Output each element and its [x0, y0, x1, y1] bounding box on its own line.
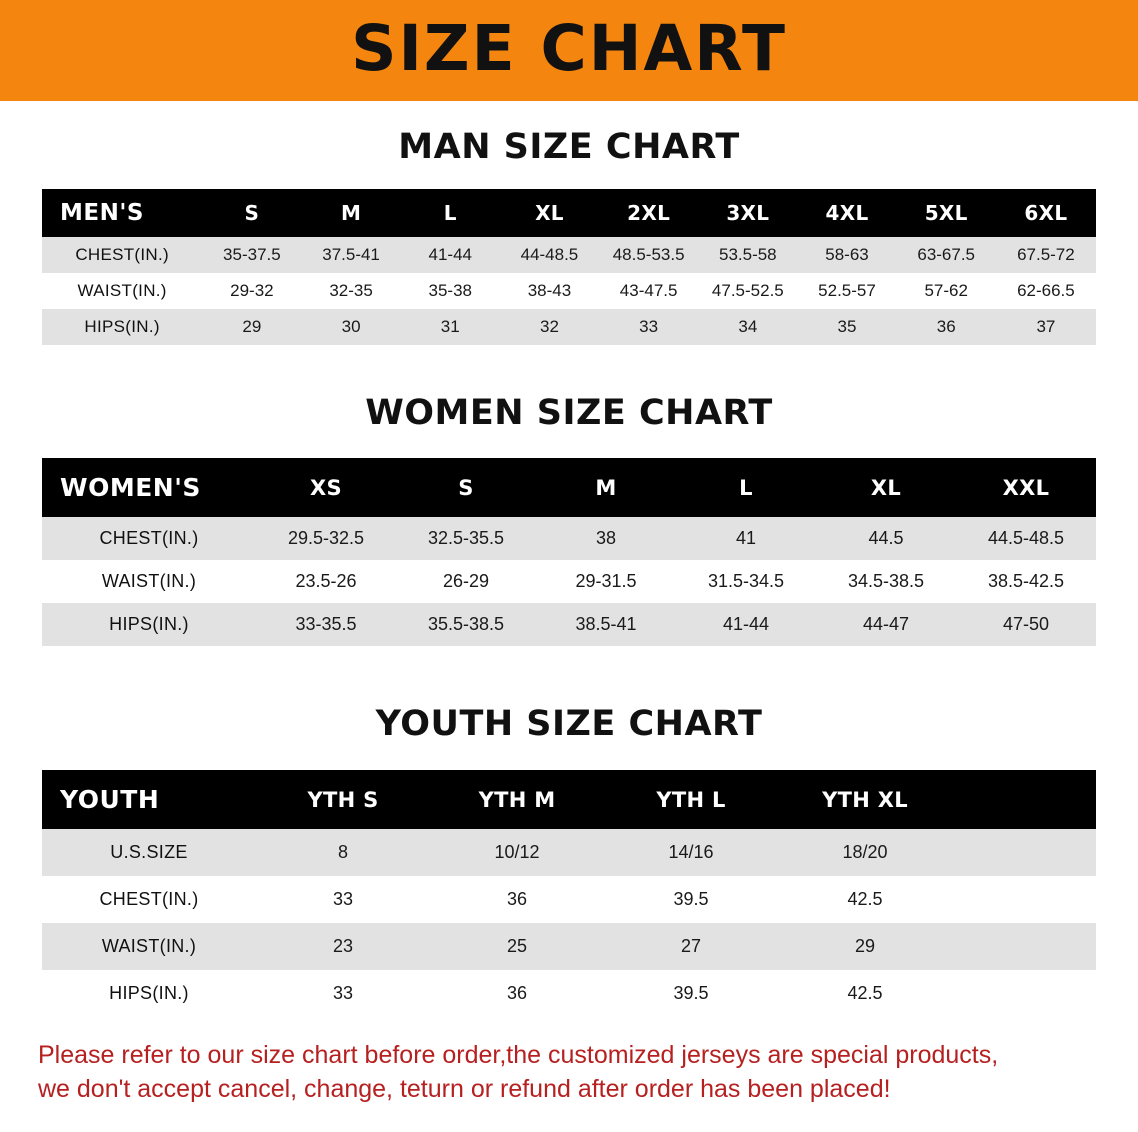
table-cell: 30 — [301, 309, 400, 345]
table-cell: 39.5 — [604, 876, 778, 923]
row-label: HIPS(IN.) — [42, 603, 256, 646]
banner — [0, 0, 1138, 101]
table-cell: 67.5-72 — [996, 237, 1096, 273]
youth-section-heading: YOUTH SIZE CHART — [375, 704, 763, 744]
table-cell: 35.5-38.5 — [396, 603, 536, 646]
youth-table-header-row — [42, 770, 1096, 829]
disclaimer-line-1: Please refer to our size chart before order,the customized jerseys are special products, — [38, 1041, 999, 1069]
women-table-wrap — [0, 458, 1138, 646]
table-cell: 32 — [500, 309, 599, 345]
table-cell: 48.5-53.5 — [599, 237, 698, 273]
women-header-cell: XXL — [956, 458, 1096, 517]
table-cell: 10/12 — [430, 829, 604, 876]
table-row — [42, 970, 1096, 1017]
table-cell: 38.5-41 — [536, 603, 676, 646]
table-cell: 58-63 — [797, 237, 896, 273]
table-row — [42, 829, 1096, 876]
man-header-cell: 3XL — [698, 189, 797, 237]
table-cell: 37.5-41 — [301, 237, 400, 273]
row-label: WAIST(IN.) — [42, 560, 256, 603]
women-section-heading: WOMEN SIZE CHART — [365, 393, 773, 433]
table-cell: 34 — [698, 309, 797, 345]
table-cell: 38-43 — [500, 273, 599, 309]
man-header-cell: 4XL — [797, 189, 896, 237]
youth-header-cell: YOUTH — [42, 770, 256, 829]
table-cell: 14/16 — [604, 829, 778, 876]
table-cell: 39.5 — [604, 970, 778, 1017]
table-cell: 32-35 — [301, 273, 400, 309]
table-cell: 29.5-32.5 — [256, 517, 396, 560]
table-cell: 42.5 — [778, 876, 952, 923]
table-cell-spacer — [952, 876, 1096, 923]
table-cell: 25 — [430, 923, 604, 970]
row-label: WAIST(IN.) — [42, 273, 202, 309]
table-cell: 33-35.5 — [256, 603, 396, 646]
women-header-cell: WOMEN'S — [42, 458, 256, 517]
youth-size-table — [42, 770, 1096, 1017]
man-header-cell: 2XL — [599, 189, 698, 237]
table-row — [42, 560, 1096, 603]
table-row — [42, 309, 1096, 345]
man-header-cell: L — [401, 189, 500, 237]
table-cell: 44.5-48.5 — [956, 517, 1096, 560]
table-cell-spacer — [952, 970, 1096, 1017]
man-table-wrap — [0, 189, 1138, 345]
table-cell: 29 — [202, 309, 301, 345]
table-cell: 42.5 — [778, 970, 952, 1017]
women-header-cell: XL — [816, 458, 956, 517]
youth-header-cell: YTH XL — [778, 770, 952, 829]
table-cell: 41-44 — [676, 603, 816, 646]
table-cell: 31 — [401, 309, 500, 345]
youth-table-wrap — [0, 770, 1138, 1017]
table-cell: 33 — [599, 309, 698, 345]
table-cell: 47-50 — [956, 603, 1096, 646]
table-cell-spacer — [952, 923, 1096, 970]
table-cell: 27 — [604, 923, 778, 970]
table-row — [42, 273, 1096, 309]
table-cell: 18/20 — [778, 829, 952, 876]
table-row — [42, 517, 1096, 560]
table-cell: 62-66.5 — [996, 273, 1096, 309]
row-label: U.S.SIZE — [42, 829, 256, 876]
man-header-cell: S — [202, 189, 301, 237]
disclaimer-note — [38, 1039, 1100, 1107]
table-cell: 53.5-58 — [698, 237, 797, 273]
women-size-table — [42, 458, 1096, 646]
table-cell: 29-31.5 — [536, 560, 676, 603]
youth-header-spacer — [952, 770, 1096, 829]
women-header-cell: L — [676, 458, 816, 517]
youth-header-cell: YTH M — [430, 770, 604, 829]
table-cell: 36 — [897, 309, 996, 345]
row-label: CHEST(IN.) — [42, 876, 256, 923]
youth-header-cell: YTH L — [604, 770, 778, 829]
row-label: CHEST(IN.) — [42, 517, 256, 560]
table-cell: 41 — [676, 517, 816, 560]
table-cell: 44.5 — [816, 517, 956, 560]
row-label: WAIST(IN.) — [42, 923, 256, 970]
man-header-cell: M — [301, 189, 400, 237]
table-cell: 33 — [256, 876, 430, 923]
table-cell: 36 — [430, 970, 604, 1017]
women-header-cell: M — [536, 458, 676, 517]
table-cell: 57-62 — [897, 273, 996, 309]
table-cell: 38.5-42.5 — [956, 560, 1096, 603]
table-cell: 23.5-26 — [256, 560, 396, 603]
table-cell: 31.5-34.5 — [676, 560, 816, 603]
table-cell: 44-48.5 — [500, 237, 599, 273]
women-table-header-row — [42, 458, 1096, 517]
table-cell: 47.5-52.5 — [698, 273, 797, 309]
table-cell: 32.5-35.5 — [396, 517, 536, 560]
table-cell: 43-47.5 — [599, 273, 698, 309]
table-cell: 37 — [996, 309, 1096, 345]
table-cell: 29 — [778, 923, 952, 970]
row-label: CHEST(IN.) — [42, 237, 202, 273]
man-header-cell: 6XL — [996, 189, 1096, 237]
table-cell: 35-37.5 — [202, 237, 301, 273]
man-section-heading: MAN SIZE CHART — [398, 127, 740, 167]
table-row — [42, 876, 1096, 923]
women-header-cell: S — [396, 458, 536, 517]
table-cell: 26-29 — [396, 560, 536, 603]
table-cell: 34.5-38.5 — [816, 560, 956, 603]
table-cell: 29-32 — [202, 273, 301, 309]
man-header-cell: 5XL — [897, 189, 996, 237]
table-cell: 52.5-57 — [797, 273, 896, 309]
table-row — [42, 603, 1096, 646]
row-label: HIPS(IN.) — [42, 970, 256, 1017]
table-cell: 33 — [256, 970, 430, 1017]
table-cell: 35 — [797, 309, 896, 345]
table-cell: 35-38 — [401, 273, 500, 309]
table-cell: 44-47 — [816, 603, 956, 646]
row-label: HIPS(IN.) — [42, 309, 202, 345]
man-table-header-row — [42, 189, 1096, 237]
disclaimer-line-2: we don't accept cancel, change, teturn or refund after order has been placed! — [38, 1074, 891, 1103]
man-header-cell: MEN'S — [42, 189, 202, 237]
youth-header-cell: YTH S — [256, 770, 430, 829]
man-size-table — [42, 189, 1096, 345]
table-cell: 63-67.5 — [897, 237, 996, 273]
table-cell: 38 — [536, 517, 676, 560]
table-cell-spacer — [952, 829, 1096, 876]
table-row — [42, 923, 1096, 970]
man-header-cell: XL — [500, 189, 599, 237]
table-cell: 41-44 — [401, 237, 500, 273]
table-cell: 36 — [430, 876, 604, 923]
page-title: SIZE CHART — [351, 12, 787, 85]
table-cell: 23 — [256, 923, 430, 970]
table-cell: 8 — [256, 829, 430, 876]
table-row — [42, 237, 1096, 273]
women-header-cell: XS — [256, 458, 396, 517]
